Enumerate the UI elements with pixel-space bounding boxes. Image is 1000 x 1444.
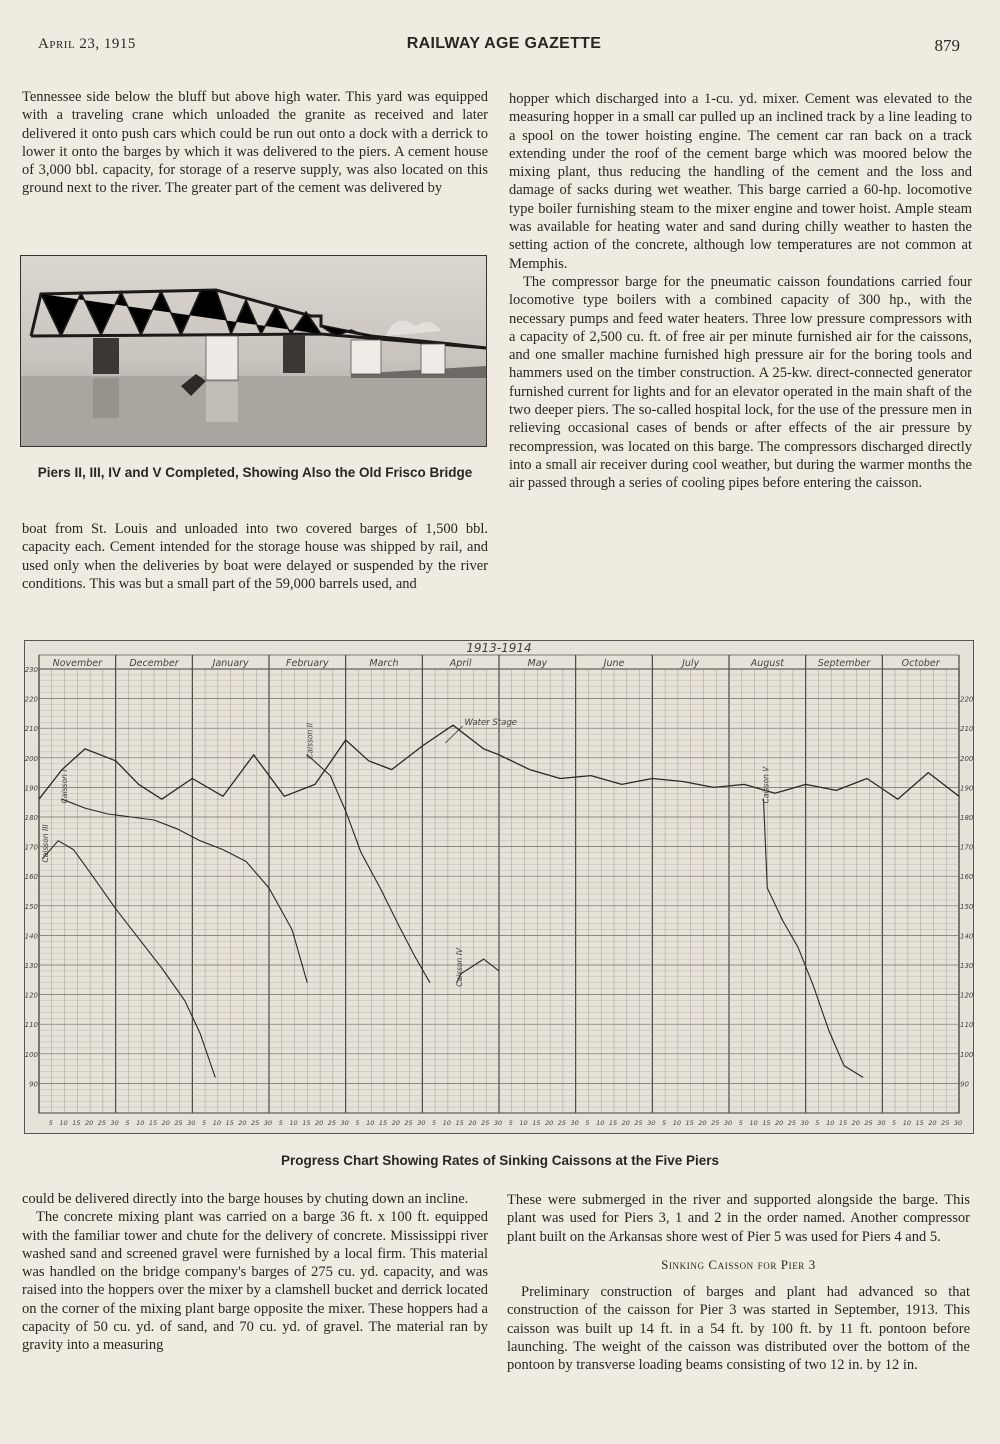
y-tick-left: 130 xyxy=(25,962,38,970)
paragraph: The concrete mixing plant was carried on a barge 36 ft. x 100 ft. equipped with the familiar tower and chute for the delivery of concrete. Mississippi river washed sand and screened gravel were furnished by a local firm. This material was handled on the bridge company's barges of 275 cu. yd. capacity, and was raised into the hoppers over the mixer by a clamshell bucket and derrick located on the corner of the mixing plant barge opposite the mixer. These hoppers had a capacity of 50 cu. yd. of sand, and 70 cu. yd. of gravel. The material ran by gravity into a measuring xyxy=(22,1209,488,1354)
series-label: Caisson V xyxy=(761,766,771,804)
y-tick-right: 120 xyxy=(960,991,973,1000)
x-day-tick: 5 xyxy=(125,1119,130,1127)
x-day-tick: 30 xyxy=(187,1119,196,1127)
x-day-tick: 20 xyxy=(84,1119,94,1127)
month-label: March xyxy=(369,658,399,669)
photo-caption: Piers II, III, IV and V Completed, Showing Also the Old Frisco Bridge xyxy=(37,465,473,480)
y-tick-left: 140 xyxy=(25,932,38,941)
column-mid-left xyxy=(22,520,488,593)
y-tick-left: 210 xyxy=(25,725,38,734)
y-tick-left: 110 xyxy=(25,1021,38,1030)
paragraph: hopper which discharged into a 1-cu. yd. mixer. Cement was elevated to the measuring hopper in a small car pulled up an inclined track by a line leading to a spool on the tower hoisting engine. The cement car ran back on a track extending under the roof of the cement barge which was moored below the mixing plant, thus reducing the handling of the cement and the loss and damage of sacks during wet weather. This barge carried a 60-hp. locomotive type boiler furnishing steam to the mixer engine and tower hoist. Ample steam was available for heating water and sand during chilly weather to hasten the setting action of the concrete, although low temperatures are not common at Memphis. xyxy=(509,91,972,272)
x-day-tick: 5 xyxy=(355,1119,360,1127)
y-tick-left: 220 xyxy=(25,695,38,704)
paragraph: Preliminary construction of barges and plant had advanced so that construction of the caisson for Pier 3 was started in September, 1913. This caisson was built up 14 ft. in a 54 ft. by 100 ft. by 11 ft. pontoon before launching. The weight of the caisson was distributed over the bottom of the pontoon by transverse loading beams consisting of two 12 in. by 12 in. xyxy=(507,1284,970,1374)
x-day-tick: 5 xyxy=(278,1119,283,1127)
x-day-tick: 25 xyxy=(711,1119,720,1127)
paragraph: could be delivered directly into the barge houses by chuting down an incline. xyxy=(22,1191,469,1207)
x-day-tick: 5 xyxy=(815,1119,820,1127)
x-day-tick: 10 xyxy=(902,1119,912,1127)
x-day-tick: 25 xyxy=(864,1119,873,1127)
y-tick-right: 130 xyxy=(960,962,973,970)
section-heading: Sinking Caisson for Pier 3 xyxy=(661,1256,816,1272)
x-day-tick: 15 xyxy=(72,1119,81,1127)
month-label: September xyxy=(817,658,871,669)
x-day-tick: 20 xyxy=(621,1119,630,1127)
x-day-tick: 5 xyxy=(202,1119,207,1127)
series-line-caisson-v xyxy=(764,799,864,1077)
x-day-tick: 25 xyxy=(481,1119,490,1127)
x-day-tick: 25 xyxy=(174,1119,183,1127)
x-day-tick: 30 xyxy=(647,1119,656,1127)
x-day-tick: 30 xyxy=(340,1119,349,1127)
x-day-tick: 30 xyxy=(493,1119,503,1127)
x-day-tick: 5 xyxy=(432,1119,437,1127)
x-day-tick: 20 xyxy=(928,1119,937,1127)
y-tick-right: 140 xyxy=(960,932,973,941)
column-top-right xyxy=(509,90,972,493)
x-day-tick: 10 xyxy=(749,1119,758,1127)
y-tick-left: 200 xyxy=(25,754,38,763)
x-day-tick: 25 xyxy=(787,1119,797,1127)
y-tick-right: 180 xyxy=(960,814,973,822)
month-label: December xyxy=(129,658,179,669)
y-tick-left: 150 xyxy=(25,902,38,911)
water-stage-annotation: Water Stage xyxy=(464,718,517,729)
y-tick-right: 170 xyxy=(960,843,973,852)
journal-title: RAILWAY AGE GAZETTE xyxy=(406,35,602,52)
x-day-tick: 5 xyxy=(738,1119,743,1127)
series-line-caisson-i xyxy=(62,799,307,983)
series-label: Caisson II xyxy=(305,722,315,759)
series-label: Caisson I xyxy=(60,769,69,804)
column-bottom-right xyxy=(507,1191,970,1375)
x-day-tick: 30 xyxy=(953,1119,963,1127)
y-tick-left: 230 xyxy=(25,666,38,674)
series-label: Caisson IV xyxy=(454,947,464,987)
x-day-tick: 10 xyxy=(442,1119,452,1127)
y-tick-left: 160 xyxy=(25,873,38,882)
x-day-tick: 15 xyxy=(608,1119,618,1127)
x-day-tick: 15 xyxy=(455,1119,464,1127)
x-day-tick: 10 xyxy=(826,1119,835,1127)
x-day-tick: 15 xyxy=(762,1119,771,1127)
x-day-tick: 20 xyxy=(161,1119,170,1127)
x-day-tick: 5 xyxy=(662,1119,667,1127)
x-day-tick: 10 xyxy=(672,1119,682,1127)
issue-date: April 23, 1915 xyxy=(38,36,136,52)
column-bottom-left xyxy=(22,1190,488,1355)
y-tick-right: 90 xyxy=(960,1080,969,1089)
progress-chart xyxy=(24,640,974,1134)
month-label: May xyxy=(527,658,548,669)
x-day-tick: 10 xyxy=(59,1119,68,1127)
x-day-tick: 15 xyxy=(378,1119,388,1127)
x-day-tick: 30 xyxy=(417,1119,426,1127)
y-tick-right: 100 xyxy=(960,1050,973,1059)
x-day-tick: 25 xyxy=(97,1119,107,1127)
x-day-tick: 20 xyxy=(391,1119,400,1127)
column-top-left xyxy=(22,88,488,198)
month-label: October xyxy=(901,658,940,669)
x-day-tick: 25 xyxy=(404,1119,413,1127)
x-day-tick: 15 xyxy=(148,1119,158,1127)
chart-title: 1913-1914 xyxy=(466,641,532,655)
y-tick-left: 120 xyxy=(25,991,38,1000)
x-day-tick: 15 xyxy=(302,1119,311,1127)
x-day-tick: 10 xyxy=(366,1119,375,1127)
x-day-tick: 30 xyxy=(110,1119,119,1127)
x-day-tick: 10 xyxy=(519,1119,528,1127)
x-day-tick: 10 xyxy=(289,1119,298,1127)
y-tick-right: 200 xyxy=(960,754,973,763)
x-day-tick: 30 xyxy=(877,1119,886,1127)
y-tick-left: 90 xyxy=(29,1080,38,1089)
month-label: January xyxy=(212,658,249,669)
x-day-tick: 25 xyxy=(941,1119,950,1127)
running-head xyxy=(38,36,970,58)
month-label: August xyxy=(750,658,784,669)
x-day-tick: 15 xyxy=(915,1119,924,1127)
x-day-tick: 20 xyxy=(774,1119,784,1127)
month-label: November xyxy=(52,658,103,669)
x-day-tick: 20 xyxy=(698,1119,707,1127)
x-day-tick: 20 xyxy=(851,1119,860,1127)
y-tick-left: 190 xyxy=(25,784,38,793)
x-day-tick: 30 xyxy=(570,1119,579,1127)
x-day-tick: 5 xyxy=(585,1119,590,1127)
x-day-tick: 20 xyxy=(544,1119,554,1127)
month-label: April xyxy=(449,658,472,669)
x-day-tick: 25 xyxy=(634,1119,643,1127)
y-tick-left: 180 xyxy=(25,814,38,822)
paragraph: The compressor barge for the pneumatic caisson foundations carried four locomotive type boilers with a combined capacity of 300 hp., with the necessary pumps and feed water heaters. Three low pressure compressors with a capacity of 2,500 cu. ft. of free air per minute furnished air for the caissons, and one smaller machine furnished high pressure air for the boring tools and hammers used on the timber construction. A 25-kw. direct-connected generator furnished current for lights and for an elevator operated in the main shaft of the two deeper piers. The so-called hospital lock, for the use of the pressure men in relieving occasional cases of bends or after effects of the air pressure by recompression, was located on this barge. The compressors discharged directly into a small air receiver during cool weather, but during the warmer months the air passed through a series of cooling pipes before entering the caisson. xyxy=(509,273,972,492)
paragraph: These were submerged in the river and supported alongside the barge. This plant was used for Piers 3, 1 and 2 in the order named. Another compressor plant built on the Arkansas shore west of Pier 5 was used for Piers 4 and 5. xyxy=(507,1192,970,1245)
x-day-tick: 25 xyxy=(251,1119,260,1127)
x-day-tick: 25 xyxy=(327,1119,337,1127)
x-day-tick: 30 xyxy=(723,1119,733,1127)
x-day-tick: 20 xyxy=(468,1119,477,1127)
chart-caption: Progress Chart Showing Rates of Sinking Caissons at the Five Piers xyxy=(280,1153,720,1168)
paragraph: boat from St. Louis and unloaded into two covered barges of 1,500 bbl. capacity each. Cement intended for the storage house was shipped by rail, and used only when the deliveries by boat were delayed or suspended by the river conditions. This was but a small part of the 59,000 barrels used, and xyxy=(22,521,488,592)
y-tick-left: 170 xyxy=(25,843,38,852)
y-tick-right: 190 xyxy=(960,784,973,793)
series-label: Caisson III xyxy=(40,824,50,863)
x-day-tick: 5 xyxy=(892,1119,897,1127)
x-day-tick: 15 xyxy=(685,1119,694,1127)
x-day-tick: 10 xyxy=(212,1119,222,1127)
paragraph: Tennessee side below the bluff but above high water. This yard was equipped with a traveling crane which unloaded the granite as received and later delivered it onto push cars which could be run out onto a dock with a derrick to lower it onto the barges by which it was delivered to the piers. A cement house of 3,000 bbl. capacity, for storage of a reserve supply, was also located on this ground next to the river. The greater part of the cement was delivered by xyxy=(22,89,488,197)
x-day-tick: 15 xyxy=(532,1119,541,1127)
y-tick-right: 150 xyxy=(960,902,973,911)
x-day-tick: 5 xyxy=(48,1119,53,1127)
x-day-tick: 30 xyxy=(263,1119,273,1127)
bridge-photo xyxy=(20,255,487,447)
month-label: June xyxy=(603,658,625,669)
x-day-tick: 10 xyxy=(596,1119,605,1127)
y-tick-right: 110 xyxy=(960,1021,973,1030)
page-number: 879 xyxy=(934,36,960,55)
x-day-tick: 25 xyxy=(557,1119,567,1127)
x-day-tick: 20 xyxy=(314,1119,324,1127)
x-day-tick: 10 xyxy=(136,1119,145,1127)
y-tick-right: 160 xyxy=(960,873,973,882)
month-label: February xyxy=(286,658,329,669)
y-tick-left: 100 xyxy=(25,1050,38,1059)
month-label: July xyxy=(682,658,700,669)
x-day-tick: 30 xyxy=(800,1119,809,1127)
y-tick-right: 220 xyxy=(960,695,973,704)
x-day-tick: 15 xyxy=(225,1119,234,1127)
y-tick-right: 210 xyxy=(960,725,973,734)
series-line-caisson-ii xyxy=(307,755,430,983)
x-day-tick: 5 xyxy=(508,1119,513,1127)
x-day-tick: 15 xyxy=(838,1119,848,1127)
x-day-tick: 20 xyxy=(238,1119,247,1127)
